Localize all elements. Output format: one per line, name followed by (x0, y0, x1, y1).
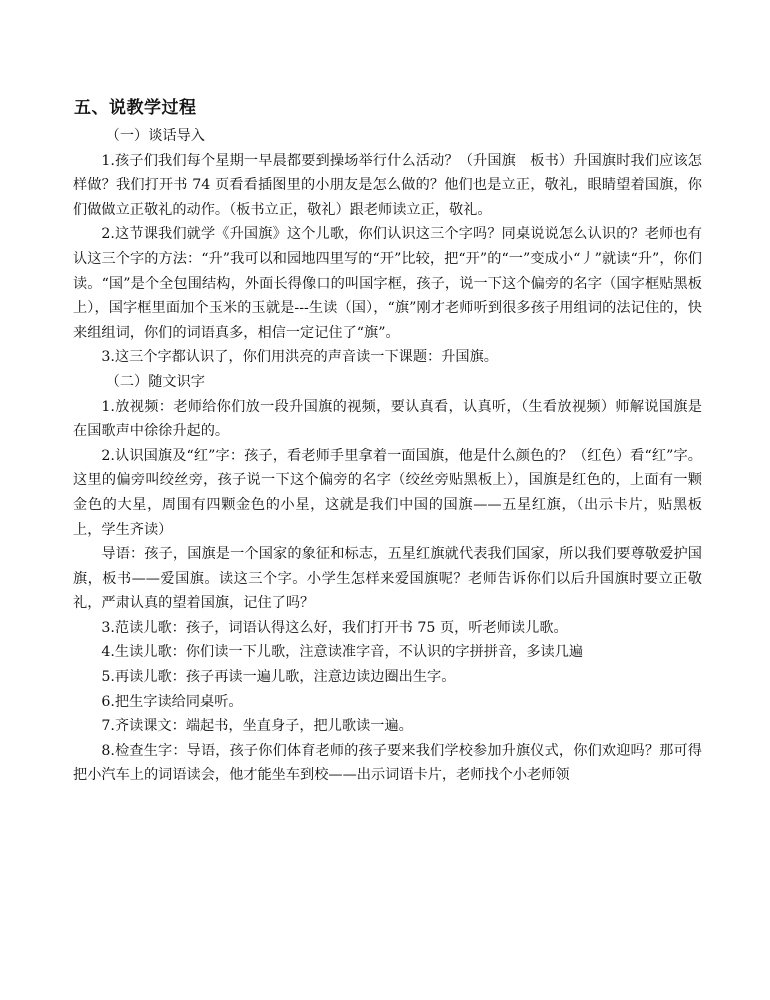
paragraph: 3.这三个字都认识了，你们用洪亮的声音读一下课题：升国旗。 (101, 349, 498, 366)
paragraph: 1.孩子们我们每个星期一早晨都要到操场举行什么活动？（升国旗 板书）升国旗时我们应该怎样做？我们打开书 74 页看看插图里的小朋友是怎么做的？他们也是立正，敬礼，眼睛望着国旗，你们做做立正敬礼的动作。（板书立正，敬礼）跟老师读立正，敬礼。 (73, 152, 702, 218)
paragraph: 7.齐读课文：端起书，坐直身子，把儿歌读一遍。 (101, 718, 413, 735)
subheading-talk-intro: （一）谈话导入 (105, 128, 205, 144)
document-body (73, 124, 702, 788)
paragraph: 6.把生字读给同桌听。 (101, 693, 243, 710)
paragraph: 2.认识国旗及“红”字：孩子，看老师手里拿着一面国旗，他是什么颜色的？（红色）看“红”字。这里的偏旁叫绞丝旁，孩子说一下这个偏旁的名字（绞丝旁贴黑板上），国旗是红色的，上面有一颗金色的大星，周围有四颗金色的小星，这就是我们中国的国旗——五星红旗，（出示卡片，贴黑板上，学生齐读） (73, 447, 702, 538)
section-heading: 五、说教学过程 (74, 98, 197, 118)
paragraph: 5.再读儿歌：孩子再读一遍儿歌，注意边读边圈出生字。 (101, 669, 456, 686)
paragraph: 导语：孩子，国旗是一个国家的象征和标志，五星红旗就代表我们国家，所以我们要尊敬爱护国旗，板书——爱国旗。读这三个字。小学生怎样来爱国旗呢？老师告诉你们以后升国旗时要立正敬礼，严肃认真的望着国旗，记住了吗？ (73, 546, 702, 612)
subheading-reading-literacy: （二）随文识字 (105, 373, 205, 390)
paragraph: 8.检查生字：导语，孩子你们体育老师的孩子要来我们学校参加升旗仪式，你们欢迎吗？那可得把小汽车上的词语读会，他才能坐车到校——出示词语卡片，老师找个小老师领 (73, 742, 702, 784)
paragraph: 1.放视频：老师给你们放一段升国旗的视频，要认真看，认真听，（生看放视频）师解说国旗是在国歌声中徐徐升起的。 (73, 398, 702, 440)
paragraph: 3.范读儿歌：孩子，词语认得这么好，我们打开书 75 页，听老师读儿歌。 (101, 619, 568, 636)
paragraph: 2.这节课我们就学《升国旗》这个儿歌，你们认识这三个字吗？同桌说说怎么认识的？老师也有认这三个字的方法：“升”我可以和园地四里写的“开”比较，把“开”的“一”变成小“丿”就读“升”，你们读。“国”是个全包围结构，外面长得像口的叫国字框，孩子，说一下这个偏旁的名字（国字框贴黑板上），国字框里面加个玉米的玉就是---生读（国），“旗”刚才老师听到很多孩子用组词的法记住的，快来组组词，你们的词语真多，相信一定记住了“旗”。 (73, 226, 702, 341)
paragraph: 4.生读儿歌：你们读一下儿歌，注意读准字音，不认识的字拼拼音，多读几遍 (101, 644, 584, 661)
